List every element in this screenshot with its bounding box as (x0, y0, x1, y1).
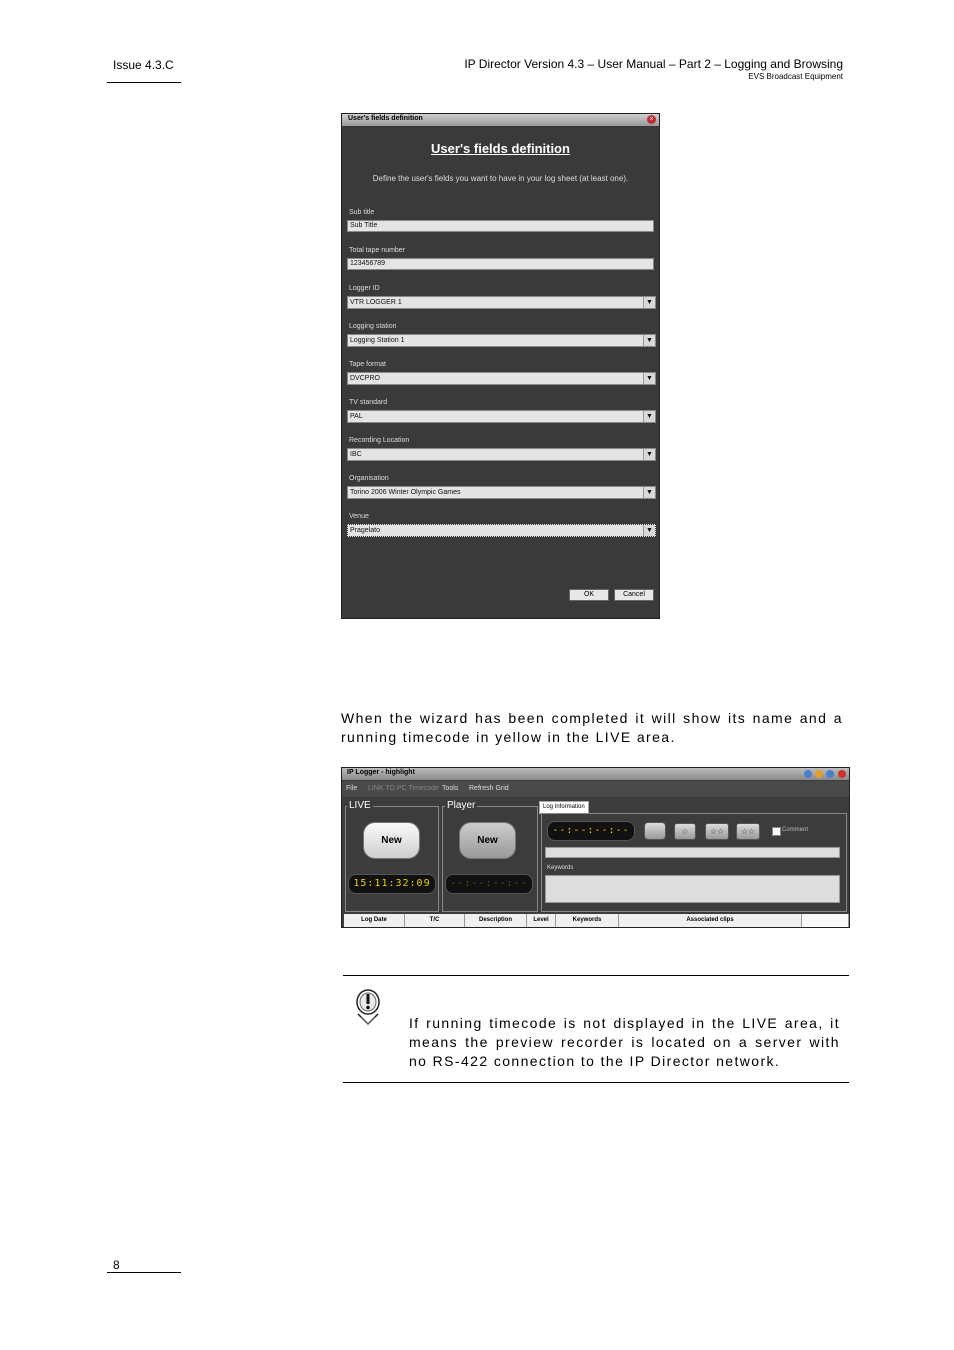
recording-location-value: IBC (350, 451, 362, 458)
field-label-sub-title: Sub title (349, 209, 375, 216)
grid-scroll-area[interactable] (802, 914, 849, 927)
cancel-button[interactable]: Cancel (614, 589, 654, 601)
header-rule (107, 82, 181, 83)
body-paragraph: When the wizard has been completed it will show its name and a running timecode in yellow in the LIVE area. (341, 710, 843, 745)
level-0-button[interactable] (644, 822, 666, 840)
close-icon[interactable]: × (647, 115, 656, 124)
footer-rule (107, 1272, 181, 1273)
note-top-rule (343, 975, 849, 976)
total-tape-number-input[interactable]: 123456789 (347, 258, 654, 270)
column-level[interactable]: Level (527, 914, 556, 927)
field-label-recording-location: Recording Location (349, 437, 410, 444)
chevron-down-icon[interactable]: ▼ (643, 335, 655, 346)
chevron-down-icon[interactable]: ▼ (643, 373, 655, 384)
chevron-down-icon[interactable]: ▼ (643, 525, 655, 536)
menu-link-pc-timecode[interactable]: LINK TO PC Timecode (368, 785, 439, 792)
ok-button[interactable]: OK (569, 589, 609, 601)
close-icon[interactable] (838, 770, 846, 778)
column-tc[interactable]: T/C (405, 914, 465, 927)
page-number: 8 (113, 1258, 120, 1272)
field-label-organisation: Organisation (349, 475, 389, 482)
note-text: If running timecode is not displayed in the LIVE area, it means the preview recorder is located on a server with no RS-422 connection to the IP Director network. (409, 1015, 840, 1069)
level-3-star-icon[interactable]: ☆☆ (736, 823, 760, 840)
tv-standard-value: PAL (350, 413, 363, 420)
field-label-venue: Venue (349, 513, 369, 520)
ip-logger-window (341, 767, 850, 928)
organisation-select[interactable] (347, 486, 656, 499)
help-icon[interactable] (804, 770, 812, 778)
comment-checkbox[interactable] (772, 827, 781, 836)
dialog-heading: User's fields definition (431, 141, 570, 156)
maximize-icon[interactable] (826, 770, 834, 778)
dialog-titlebar (342, 114, 659, 126)
field-label-logging-station: Logging station (349, 323, 397, 330)
chevron-down-icon[interactable]: ▼ (643, 297, 655, 308)
tape-format-select[interactable] (347, 372, 656, 385)
level-1-star-icon[interactable]: ☆ (674, 823, 696, 840)
sub-title-input[interactable]: Sub Title (347, 220, 654, 232)
document-title: IP Director Version 4.3 – User Manual – Part 2 – Logging and Browsing (464, 57, 843, 71)
recording-location-select[interactable] (347, 448, 656, 461)
logger-window-title: IP Logger - highlight (347, 769, 415, 776)
chevron-down-icon[interactable]: ▼ (643, 487, 655, 498)
live-new-button[interactable]: New (363, 822, 420, 859)
venue-value: Pragelato (350, 527, 380, 534)
field-label-tape-format: Tape format (349, 361, 386, 368)
keywords-input[interactable] (545, 875, 840, 903)
logging-station-value: Logging Station 1 (350, 337, 405, 344)
logger-id-select[interactable] (347, 296, 656, 309)
tape-format-value: DVCPRO (350, 375, 380, 382)
player-new-button[interactable]: New (459, 822, 516, 859)
users-fields-dialog (341, 113, 660, 619)
field-label-tv-standard: TV standard (349, 399, 388, 406)
chevron-down-icon[interactable]: ▼ (643, 411, 655, 422)
log-timecode: --:--:--:-- (547, 821, 635, 841)
field-label-total-tape: Total tape number (349, 247, 406, 254)
logger-menubar (342, 781, 849, 797)
column-log-date[interactable]: Log Date (344, 914, 405, 927)
comment-label: Comment (782, 827, 809, 833)
minimize-icon[interactable] (815, 770, 823, 778)
tab-log-information[interactable]: Log Information (539, 801, 589, 814)
logger-titlebar (342, 768, 849, 780)
dialog-window-title: User's fields definition (348, 115, 423, 122)
tv-standard-select[interactable] (347, 410, 656, 423)
menu-tools[interactable]: Tools (442, 785, 459, 792)
dialog-instruction: Define the user's fields you want to have in your log sheet (at least one). (372, 174, 629, 183)
description-input[interactable] (545, 847, 840, 858)
player-timecode: --:--:--:-- (445, 874, 533, 894)
field-label-logger-id: Logger ID (349, 285, 380, 292)
issue-label: Issue 4.3.C (113, 58, 174, 72)
menu-refresh-grid[interactable]: Refresh Grid (469, 785, 509, 792)
chevron-down-icon[interactable]: ▼ (643, 449, 655, 460)
player-panel-title: Player (447, 800, 476, 811)
live-timecode: 15:11:32:09 (348, 874, 436, 894)
note-bottom-rule (343, 1082, 849, 1083)
column-description[interactable]: Description (465, 914, 527, 927)
warning-icon (352, 988, 386, 1028)
level-2-star-icon[interactable]: ☆☆ (705, 823, 729, 840)
column-associated-clips[interactable]: Associated clips (619, 914, 802, 927)
logger-id-value: VTR LOGGER 1 (350, 299, 402, 306)
company-name: EVS Broadcast Equipment (748, 72, 843, 81)
venue-select[interactable] (347, 524, 656, 537)
column-keywords[interactable]: Keywords (556, 914, 619, 927)
live-panel-title: LIVE (349, 800, 371, 811)
keywords-label: Keywords (547, 865, 574, 871)
menu-file[interactable]: File (346, 785, 358, 792)
organisation-value: Torino 2006 Winter Olympic Games (350, 489, 461, 496)
logging-station-select[interactable] (347, 334, 656, 347)
